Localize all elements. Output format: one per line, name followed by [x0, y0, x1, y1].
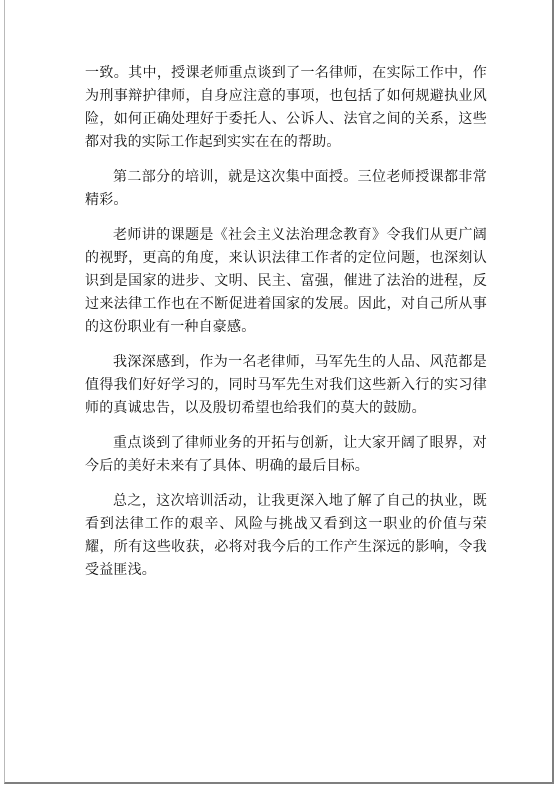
paragraph-6: 总之，这次培训活动，让我更深入地了解了自己的执业，既看到法律工作的艰辛、风险与挑战又看到这一职业的价值与荣耀，所有这些收获，必将对我今后的工作产生深远的影响，令我受益匪浅。 — [85, 493, 487, 578]
document-body — [85, 62, 487, 594]
paragraph-4: 我深深感到，作为一名老律师，马军先生的人品、风范都是值得我们好好学习的，同时马军先生对我们这些新入行的实习律师的真诚忠告，以及殷切希望也给我们的莫大的鼓励。 — [85, 354, 487, 416]
paragraph-2: 第二部分的培训，就是这次集中面授。三位老师授课都非常精彩。 — [85, 169, 487, 208]
paragraph-5: 重点谈到了律师业务的开拓与创新，让大家开阔了眼界，对今后的美好未来有了具体、明确的最后目标。 — [85, 435, 487, 474]
paragraph-3: 老师讲的课题是《社会主义法治理念教育》令我们从更广阔的视野，更高的角度，来认识法律工作者的定位问题，也深刻认识到是国家的进步、文明、民主、富强，催进了法治的进程，反过来法律工作也在不断促进着国家的发展。因此，对自己所从事的这份职业有一种自豪感。 — [85, 227, 487, 335]
document-page — [4, 0, 554, 784]
paragraph-1: 一致。其中，授课老师重点谈到了一名律师，在实际工作中，作为刑事辩护律师，自身应注意的事项，也包括了如何规避执业风险，如何正确处理好于委托人、公诉人、法官之间的关系，这些都对我的实际工作起到实实在在的帮助。 — [85, 65, 487, 150]
